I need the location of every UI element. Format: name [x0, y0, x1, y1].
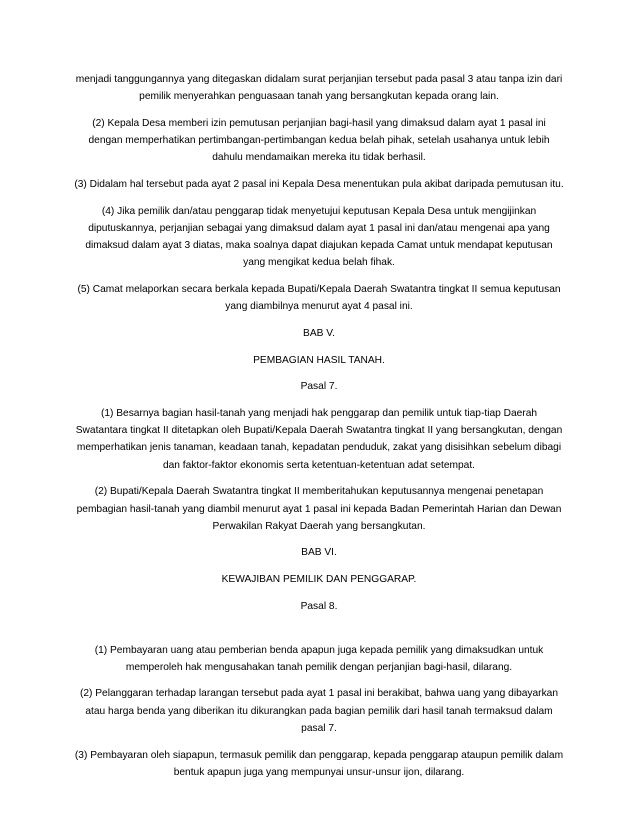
bab-6-subtitle: KEWAJIBAN PEMILIK DAN PENGGARAP.	[221, 574, 417, 586]
paragraph-ayat-4: (4) Jika pemilik dan/atau penggarap tidak menyetujui keputusan Kepala Desa untuk mengijinkan diputuskannya, perjanjian sebagai yang dimaksud dalam ayat 1 pasal ini dan/atau mengenai apa yang dimaksud dalam ayat 3 diatas, maka soalnya dapat diajukan kepada Camat untuk mendapat keputusan yang mengikat kedua belah fihak.	[85, 205, 553, 269]
pasal-7-heading: Pasal 7.	[300, 381, 338, 393]
pasal-7-ayat-1: (1) Besarnya bagian hasil-tanah yang menjadi hak penggarap dan pemilik untuk tiap-tiap Daerah Swatantara tingkat II ditetapkan oleh Bupati/Kepala Daerah Swatantra tingkat II yang bersangkutan, dengan memperhatikan jenis tanaman, keadaan tanah, kepadatan penduduk, zakat yang disisihkan sebelum dibagi dan faktor-faktor ekonomis serta ketentuan-ketentuan adat setempat.	[75, 408, 563, 471]
bab-6-title: BAB VI.	[301, 547, 337, 559]
document-page	[74, 71, 564, 791]
pasal-8-ayat-1: (1) Pembayaran uang atau pemberian benda apapun juga kepada pemilik yang dimaksudkan untuk memperoleh hak mengusahakan tanah pemilik dengan perjanjian bagi-hasil, dilarang.	[94, 644, 544, 673]
bab-5-subtitle: PEMBAGIAN HASIL TANAH.	[253, 354, 385, 366]
pasal-8-ayat-2: (2) Pelanggaran terhadap larangan tersebut pada ayat 1 pasal ini berakibat, bahwa uang yang dibayarkan atau harga benda yang diberikan itu dikurangkan pada bagian pemilik dari hasil tanah termaksud dalam pasal 7.	[79, 688, 559, 734]
pasal-8-heading: Pasal 8.	[300, 600, 338, 612]
blank-line	[74, 625, 564, 642]
bab-5-title: BAB V.	[303, 327, 335, 339]
paragraph-ayat-5: (5) Camat melaporkan secara berkala kepada Bupati/Kepala Daerah Swatantra tingkat II semua keputusan yang diambilnya menurut ayat 4 pasal ini.	[77, 284, 561, 313]
pasal-8-ayat-3: (3) Pembayaran oleh siapapun, termasuk pemilik dan penggarap, kepada penggarap ataupun pemilik dalam bentuk apapun juga yang mempunyai unsur-unsur ijon, dilarang.	[74, 749, 564, 778]
paragraph-ayat-3: (3) Didalam hal tersebut pada ayat 2 pasal ini Kepala Desa menentukan pula akibat daripada pemutusan itu.	[74, 179, 564, 191]
paragraph-ayat-2: (2) Kepala Desa memberi izin pemutusan perjanjian bagi-hasil yang dimaksud dalam ayat 1 pasal ini dengan memperhatikan pertimbangan-pertimbangan kedua belah pihak, setelah usahanya untuk lebih dahulu mendamaikan mereka itu tidak berhasil.	[88, 117, 550, 164]
paragraph-continuation: menjadi tanggungannya yang ditegaskan didalam surat perjanjian tersebut pada pasal 3 atau tanpa izin dari pemilik menyerahkan penguasaan tanah yang bersangkutan kepada orang lain.	[75, 74, 563, 103]
pasal-7-ayat-2: (2) Bupati/Kepala Daerah Swatantra tingkat II memberitahukan keputusannya mengenai penetapan pembagian hasil-tanah yang diambil menurut ayat 1 pasal ini kepada Badan Pemerintah Harian dan Dewan Perwakilan Rakyat Daerah yang bersangkutan.	[76, 486, 562, 532]
